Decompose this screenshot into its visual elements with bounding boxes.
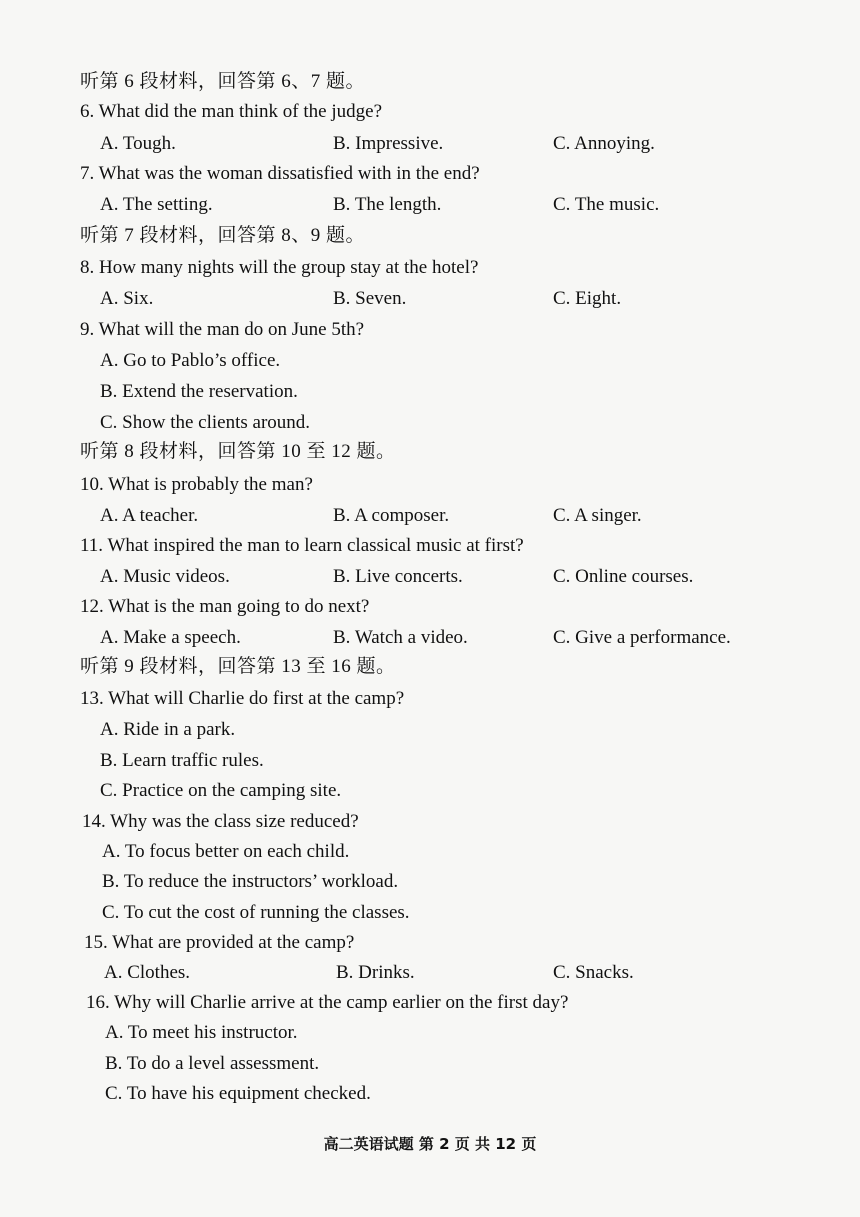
q12-option-c: C. Give a performance. (553, 627, 731, 648)
q16-option-b: B. To do a level assessment. (105, 1053, 320, 1074)
section-heading-8: 听第 8 段材料，回答第 10 至 12 题。 (80, 441, 396, 462)
question-11: 11. What inspired the man to learn classical music at first? (80, 535, 524, 556)
q10-option-b: B. A composer. (333, 505, 450, 526)
q7-option-b: B. The length. (333, 194, 442, 215)
question-8: 8. How many nights will the group stay at the hotel? (80, 257, 479, 278)
question-12: 12. What is the man going to do next? (80, 596, 370, 617)
q13-option-c: C. Practice on the camping site. (100, 780, 342, 801)
q11-option-c: C. Online courses. (553, 566, 694, 587)
q12-option-b: B. Watch a video. (333, 627, 468, 648)
q16-option-a: A. To meet his instructor. (105, 1022, 298, 1043)
q9-option-a: A. Go to Pablo’s office. (100, 350, 281, 371)
q6-option-b: B. Impressive. (333, 133, 444, 154)
q8-option-a: A. Six. (100, 288, 154, 309)
question-15: 15. What are provided at the camp? (84, 932, 355, 953)
section-heading-7: 听第 7 段材料，回答第 8、9 题。 (80, 225, 366, 246)
q9-option-c: C. Show the clients around. (100, 412, 311, 433)
question-9: 9. What will the man do on June 5th? (80, 319, 365, 340)
q13-option-a: A. Ride in a park. (100, 719, 236, 740)
q7-option-c: C. The music. (553, 194, 660, 215)
q12-option-a: A. Make a speech. (100, 627, 241, 648)
q10-option-c: C. A singer. (553, 505, 642, 526)
q9-option-b: B. Extend the reservation. (100, 381, 298, 402)
q13-option-b: B. Learn traffic rules. (100, 750, 264, 771)
question-6: 6. What did the man think of the judge? (80, 101, 382, 122)
section-heading-6: 听第 6 段材料，回答第 6、7 题。 (80, 71, 366, 92)
q8-option-c: C. Eight. (553, 288, 622, 309)
q16-option-c: C. To have his equipment checked. (105, 1083, 371, 1104)
q11-option-b: B. Live concerts. (333, 566, 463, 587)
section-heading-9: 听第 9 段材料，回答第 13 至 16 题。 (80, 656, 396, 677)
question-14: 14. Why was the class size reduced? (82, 811, 359, 832)
q6-option-c: C. Annoying. (553, 133, 655, 154)
question-16: 16. Why will Charlie arrive at the camp earlier on the first day? (86, 992, 569, 1013)
q11-option-a: A. Music videos. (100, 566, 230, 587)
q14-option-b: B. To reduce the instructors’ workload. (102, 871, 399, 892)
q14-option-a: A. To focus better on each child. (102, 841, 350, 862)
q15-option-c: C. Snacks. (553, 962, 634, 983)
q15-option-a: A. Clothes. (104, 962, 191, 983)
q6-option-a: A. Tough. (100, 133, 176, 154)
page-footer: 高二英语试题 第 2 页 共 12 页 (323, 1135, 537, 1153)
q7-option-a: A. The setting. (100, 194, 213, 215)
q14-option-c: C. To cut the cost of running the classes. (102, 902, 410, 923)
question-7: 7. What was the woman dissatisfied with in the end? (80, 163, 480, 184)
question-13: 13. What will Charlie do first at the camp? (80, 688, 405, 709)
question-10: 10. What is probably the man? (80, 474, 313, 495)
q10-option-a: A. A teacher. (100, 505, 199, 526)
q8-option-b: B. Seven. (333, 288, 407, 309)
q15-option-b: B. Drinks. (336, 962, 415, 983)
